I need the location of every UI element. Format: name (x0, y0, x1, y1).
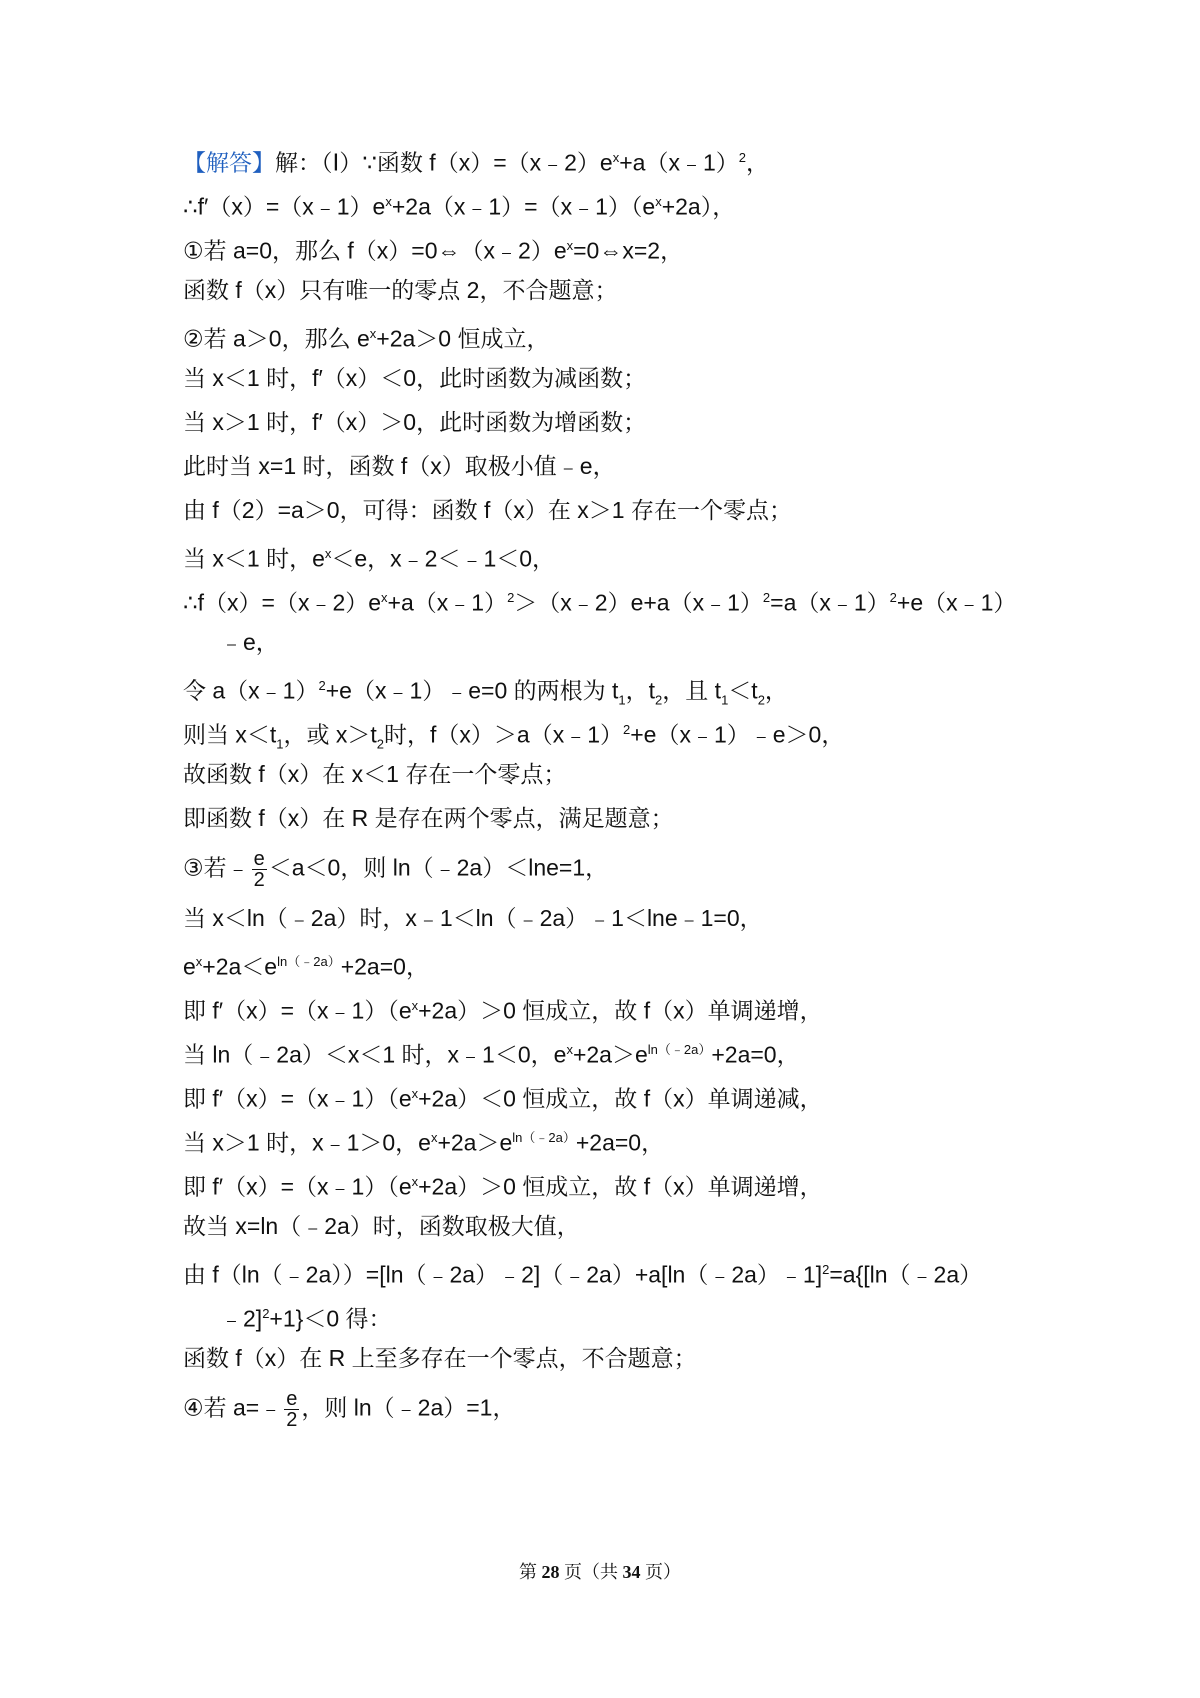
solution-line-1: 【解答】解：（Ⅰ）∵函数 $f(x)=(x﹣2)e^x+a(x﹣1)^2$， (183, 149, 769, 176)
solution-line-7: 当 x＞1 时，f′（x）＞0，此时函数为增函数； (183, 409, 647, 435)
solution-line-28: 函数 f（x）在 R 上至多存在一个零点，不合题意； (183, 1345, 697, 1371)
solution-line-19: $e^x+2a<e^{ln(﹣2a)}+2a=0$， (183, 953, 429, 980)
solution-line-6: 当 x＜1 时，f′（x）＜0，此时函数为减函数； (183, 365, 647, 391)
solution-line-20: 即 $f'(x)=(x﹣1)(e^x+2a)>0$ 恒成立，故 f（x）单调递增， (183, 997, 823, 1024)
fraction-e-over-2: $\frac{e}{2}$ (286, 1388, 298, 1431)
solution-line-8: 此时当 x=1 时，函数 f（x）取极小值﹣e， (183, 453, 616, 479)
solution-line-3: ①若 a=0，那么 $f(x)=0\Leftrightarrow(x﹣2)e^x=0\Leftrightarrow x=2$， (183, 237, 684, 264)
solution-line-13: 令 a（x﹣1）$^2$+e（x﹣1）﹣e=0 的两根为 $t_1$，$t_2$，且 $t_1<t_2$， (183, 677, 788, 708)
solution-line-17: ③若﹣ $\frac{e}{2}$ ＜a＜0，则 ln（﹣2a）＜lne=1， (183, 848, 609, 891)
solution-line-2: $\therefore f'(x)=(x﹣1)e^x+2a(x﹣1)=(x﹣1)(e^x+2a)$， (183, 193, 736, 220)
current-page-number: 28 (541, 1562, 560, 1582)
solution-line-26: 由 f（ln（﹣2a））=[ln（﹣2a）﹣2]（﹣2a）+a[ln（﹣2a）﹣1]$^2$=a{[ln（﹣2a） (183, 1261, 983, 1288)
solution-line-29: ④若 a=﹣ $\frac{e}{2}$ ，则 ln（﹣2a）=1， (183, 1388, 516, 1431)
answer-tag: 【解答】 (183, 149, 275, 176)
solution-line-12: ﹣e， (220, 629, 279, 655)
page-footer: 第 28 页（共 34 页） (519, 1562, 681, 1582)
solution-line-14: 则当 $x<t_1$，或 $x>t_2$时，f（x）＞a（x﹣1）$^2$+e（x﹣1）﹣e＞0， (183, 721, 845, 752)
solution-line-22: 即 $f'(x)=(x﹣1)(e^x+2a)<0$ 恒成立，故 f（x）单调递减， (183, 1085, 823, 1112)
solution-line-27: ﹣2]$^2$+1}＜0 得： (220, 1305, 392, 1332)
solution-line-9: 由 f（2）=a＞0，可得：函数 f（x）在 x＞1 存在一个零点； (183, 497, 792, 523)
solution-line-24: 即 $f'(x)=(x﹣1)(e^x+2a)>0$ 恒成立，故 f（x）单调递增， (183, 1173, 823, 1200)
solution-line-5: ②若 a＞0，那么 $e^x+2a>0$ 恒成立， (183, 325, 550, 352)
solution-line-25: 故当 x=ln（﹣2a）时，函数取极大值， (183, 1213, 580, 1239)
solution-line-4: 函数 f（x）只有唯一的零点 2，不合题意； (183, 277, 618, 303)
solution-line-11: $\therefore f(x)=(x﹣2)e^x+a(x﹣1)^2>(x﹣2)e+a(x﹣1)^2=a(x﹣1)^2+e(x﹣1)$ (183, 589, 1017, 616)
solution-line-18: 当 x＜ln（﹣2a）时，x﹣1＜ln（﹣2a）﹣1＜lne﹣1=0， (183, 905, 763, 931)
fraction-e-over-2: $\frac{e}{2}$ (253, 848, 265, 891)
solution-line-10: 当 x＜1 时，$e^x<e$，x﹣2＜﹣1＜0， (183, 545, 556, 572)
solution-line-16: 即函数 f（x）在 R 是存在两个零点，满足题意； (183, 805, 674, 831)
solution-line-23: 当 x＞1 时，x﹣1＞0，$e^x+2a>e^{ln(﹣2a)}+2a=0$， (183, 1129, 665, 1156)
solution-line-21: 当 ln（﹣2a）＜x＜1 时，x﹣1＜0，$e^x+2a>e^{ln(﹣2a)}+2a=0$， (183, 1041, 800, 1068)
solution-line-15: 故函数 f（x）在 x＜1 存在一个零点； (183, 761, 567, 787)
total-page-count: 34 (622, 1562, 641, 1582)
